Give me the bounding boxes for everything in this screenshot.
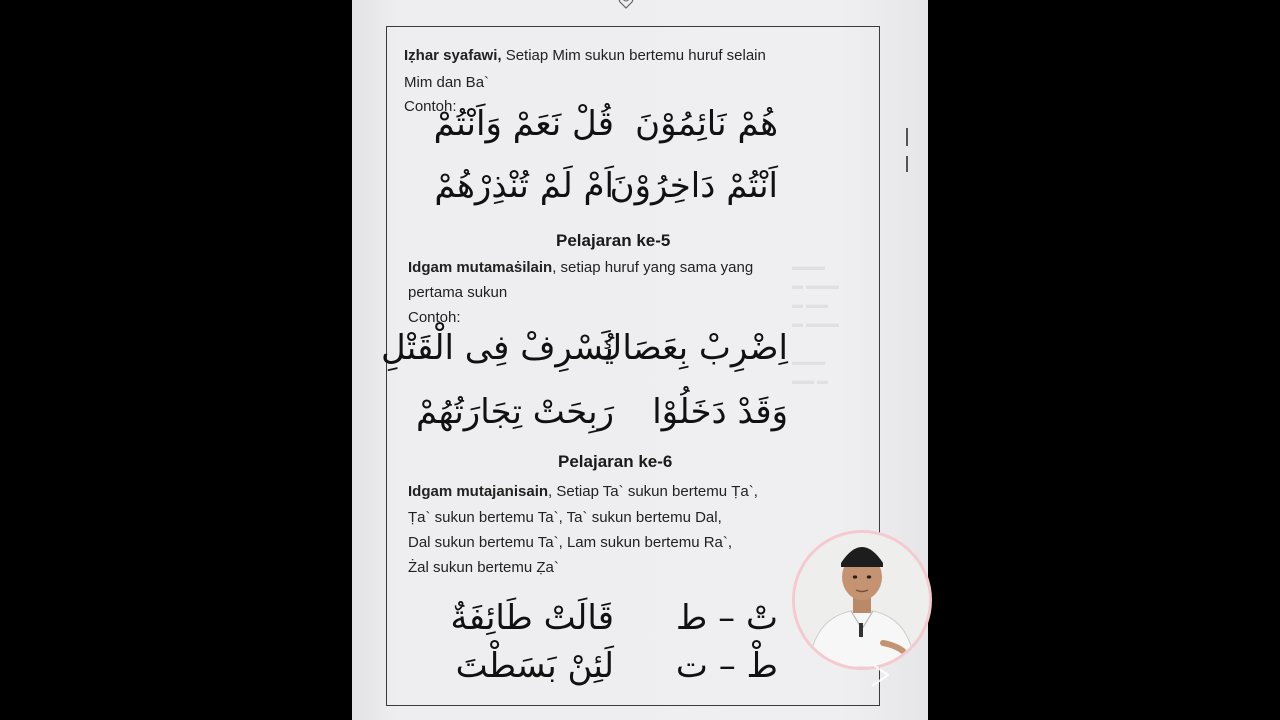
idgam-mutajanisain-line2: Ṭa` sukun bertemu Ta`, Ta` sukun bertemu Dal, — [408, 509, 722, 526]
arabic-example-1c: اَنْتُمْ دَاخِرُوْنَ — [609, 166, 778, 206]
arabic-example-2d: رَبِحَتْ تِجَارَتُهُمْ — [416, 392, 614, 432]
contoh-label-1: Contoh: — [404, 98, 457, 115]
idgam-mutamasilain-line1: Idgam mutamaṡilain, setiap huruf yang sama yang — [408, 259, 754, 276]
show-through-text: ▬▬▬ ▬ ▬▬▬ ▬ ▬▬ ▬ ▬▬▬ ▬▬▬ ▬▬ ▬ — [792, 261, 840, 387]
play-indicator-icon[interactable] — [870, 662, 890, 688]
izhar-definition-line2: Mim dan Ba` — [404, 74, 490, 91]
arabic-example-2a: اِضْرِبْ بِعَصَاكَ — [594, 328, 788, 368]
arabic-example-1b: قُلْ نَعَمْ وَاَنْتُمْ — [433, 104, 614, 144]
idgam-mutajanisain-line1: Idgam mutajanisain, Setiap Ta` sukun bertemu Ṭa`, — [408, 483, 758, 500]
arabic-example-2c: وَقَدْ دَخَلُوْا — [652, 392, 788, 432]
lesson-5-heading: Pelajaran ke-5 — [556, 231, 671, 250]
izhar-term: Iẓhar syafawi, — [404, 47, 502, 64]
arabic-example-2b: يُسْرِفْ فِى الْقَتْلِ — [380, 328, 614, 368]
arabic-example-1d: اَمْ لَمْ تُنْذِرْهُمْ — [434, 166, 614, 206]
letter-pair-1: تْ – ط — [675, 598, 778, 638]
idgam-mutajanisain-line3: Dal sukun bertemu Ta`, Lam sukun bertemu Ra`, — [408, 534, 733, 551]
edge-mark — [906, 128, 908, 146]
arabic-example-1a: هُمْ نَائِمُوْنَ — [635, 104, 778, 144]
idgam-mutamasilain-term: Idgam mutamaṡilain — [408, 259, 553, 276]
idgam-mutajanisain-term: Idgam mutajanisain — [408, 483, 549, 500]
lesson-6-heading: Pelajaran ke-6 — [558, 452, 673, 471]
contoh-label-2: Contoh: — [408, 309, 461, 326]
arabic-example-3a: قَالَتْ طَائِفَةٌ — [450, 598, 614, 638]
page-number-ornament-icon — [614, 0, 638, 10]
arabic-example-3b: لَئِنْ بَسَطْتَ — [455, 646, 614, 686]
letter-pair-2: طْ – ت — [675, 646, 778, 686]
edge-mark — [906, 156, 908, 172]
presenter-illustration — [795, 533, 929, 667]
izhar-definition-line1: Iẓhar syafawi, Setiap Mim sukun bertemu huruf selain — [404, 47, 766, 64]
idgam-mutajanisain-line4: Żal sukun bertemu Ẓa` — [408, 559, 559, 576]
idgam-mutamasilain-line2: pertama sukun — [408, 284, 508, 301]
presenter-webcam-avatar — [792, 530, 932, 670]
